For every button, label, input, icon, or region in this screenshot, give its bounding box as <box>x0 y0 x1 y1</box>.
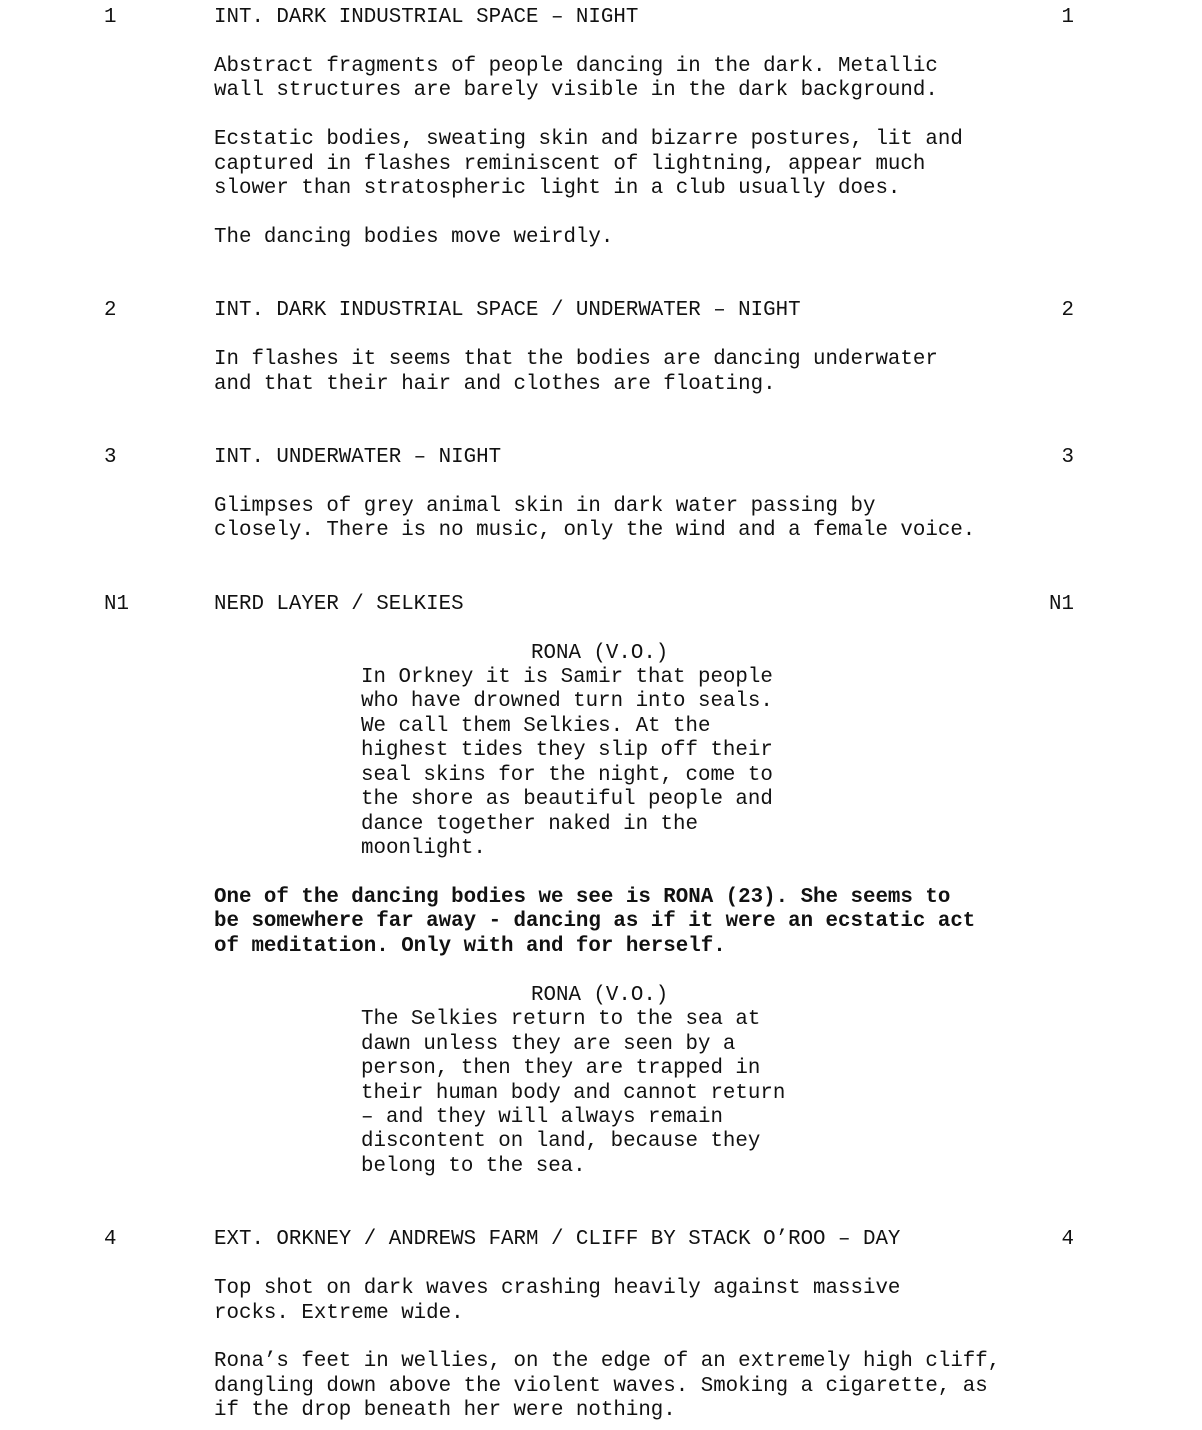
scene-number-right: 3 <box>1061 446 1074 469</box>
scene-number-right: 1 <box>1061 6 1074 29</box>
dialogue-line: dance together naked in the <box>361 813 698 836</box>
action-line: captured in flashes reminiscent of lightning, appear much <box>214 153 926 176</box>
action-line-bold: of meditation. Only with and for herself. <box>214 935 726 958</box>
action-line: closely. There is no music, only the wind and a female voice. <box>214 519 976 542</box>
scene-number-left: 4 <box>104 1228 117 1251</box>
scene-number-left: N1 <box>104 593 129 616</box>
scene-number-right: N1 <box>1049 593 1074 616</box>
action-line: Glimpses of grey animal skin in dark water passing by <box>214 495 876 518</box>
action-line: if the drop beneath her were nothing. <box>214 1399 676 1422</box>
dialogue-line: seal skins for the night, come to <box>361 764 773 787</box>
scene-heading-row <box>0 593 1202 618</box>
scene-heading: NERD LAYER / SELKIES <box>214 593 464 616</box>
action-line: Rona’s feet in wellies, on the edge of an extremely high cliff, <box>214 1350 1001 1373</box>
action-line: The dancing bodies move weirdly. <box>214 226 614 249</box>
character-name: RONA (V.O.) <box>531 984 669 1007</box>
scene-number-left: 3 <box>104 446 117 469</box>
scene-heading-row <box>0 446 1202 471</box>
action-line: wall structures are barely visible in the dark background. <box>214 79 938 102</box>
action-line: Top shot on dark waves crashing heavily against massive <box>214 1277 901 1300</box>
dialogue-line: We call them Selkies. At the <box>361 715 711 738</box>
scene-heading: INT. DARK INDUSTRIAL SPACE / UNDERWATER – NIGHT <box>214 299 801 322</box>
action-line: Ecstatic bodies, sweating skin and bizarre postures, lit and <box>214 128 963 151</box>
action-line: Abstract fragments of people dancing in the dark. Metallic <box>214 55 938 78</box>
dialogue-line: person, then they are trapped in <box>361 1057 761 1080</box>
scene-number-left: 2 <box>104 299 117 322</box>
action-line: slower than stratospheric light in a club usually does. <box>214 177 901 200</box>
action-line: In flashes it seems that the bodies are dancing underwater <box>214 348 938 371</box>
dialogue-line: highest tides they slip off their <box>361 739 773 762</box>
scene-heading-row <box>0 6 1202 31</box>
dialogue-line: their human body and cannot return <box>361 1082 786 1105</box>
dialogue-line: The Selkies return to the sea at <box>361 1008 761 1031</box>
dialogue-line: discontent on land, because they <box>361 1130 761 1153</box>
dialogue-line: the shore as beautiful people and <box>361 788 773 811</box>
scene-heading-row <box>0 1228 1202 1253</box>
action-line: rocks. Extreme wide. <box>214 1302 464 1325</box>
action-line: and that their hair and clothes are floating. <box>214 373 776 396</box>
action-line: dangling down above the violent waves. Smoking a cigarette, as <box>214 1375 988 1398</box>
dialogue-line: In Orkney it is Samir that people <box>361 666 773 689</box>
scene-number-left: 1 <box>104 6 117 29</box>
action-line-bold: be somewhere far away - dancing as if it were an ecstatic act <box>214 910 976 933</box>
scene-number-right: 4 <box>1061 1228 1074 1251</box>
scene-heading: INT. DARK INDUSTRIAL SPACE – NIGHT <box>214 6 639 29</box>
dialogue-line: moonlight. <box>361 837 486 860</box>
dialogue-line: belong to the sea. <box>361 1155 586 1178</box>
scene-number-right: 2 <box>1061 299 1074 322</box>
dialogue-line: dawn unless they are seen by a <box>361 1033 736 1056</box>
action-line-bold: One of the dancing bodies we see is RONA (23). She seems to <box>214 886 951 909</box>
character-name: RONA (V.O.) <box>531 642 669 665</box>
scene-heading: INT. UNDERWATER – NIGHT <box>214 446 502 469</box>
dialogue-line: who have drowned turn into seals. <box>361 690 773 713</box>
scene-heading: EXT. ORKNEY / ANDREWS FARM / CLIFF BY STACK O’ROO – DAY <box>214 1228 901 1251</box>
dialogue-line: – and they will always remain <box>361 1106 723 1129</box>
scene-heading-row <box>0 299 1202 324</box>
